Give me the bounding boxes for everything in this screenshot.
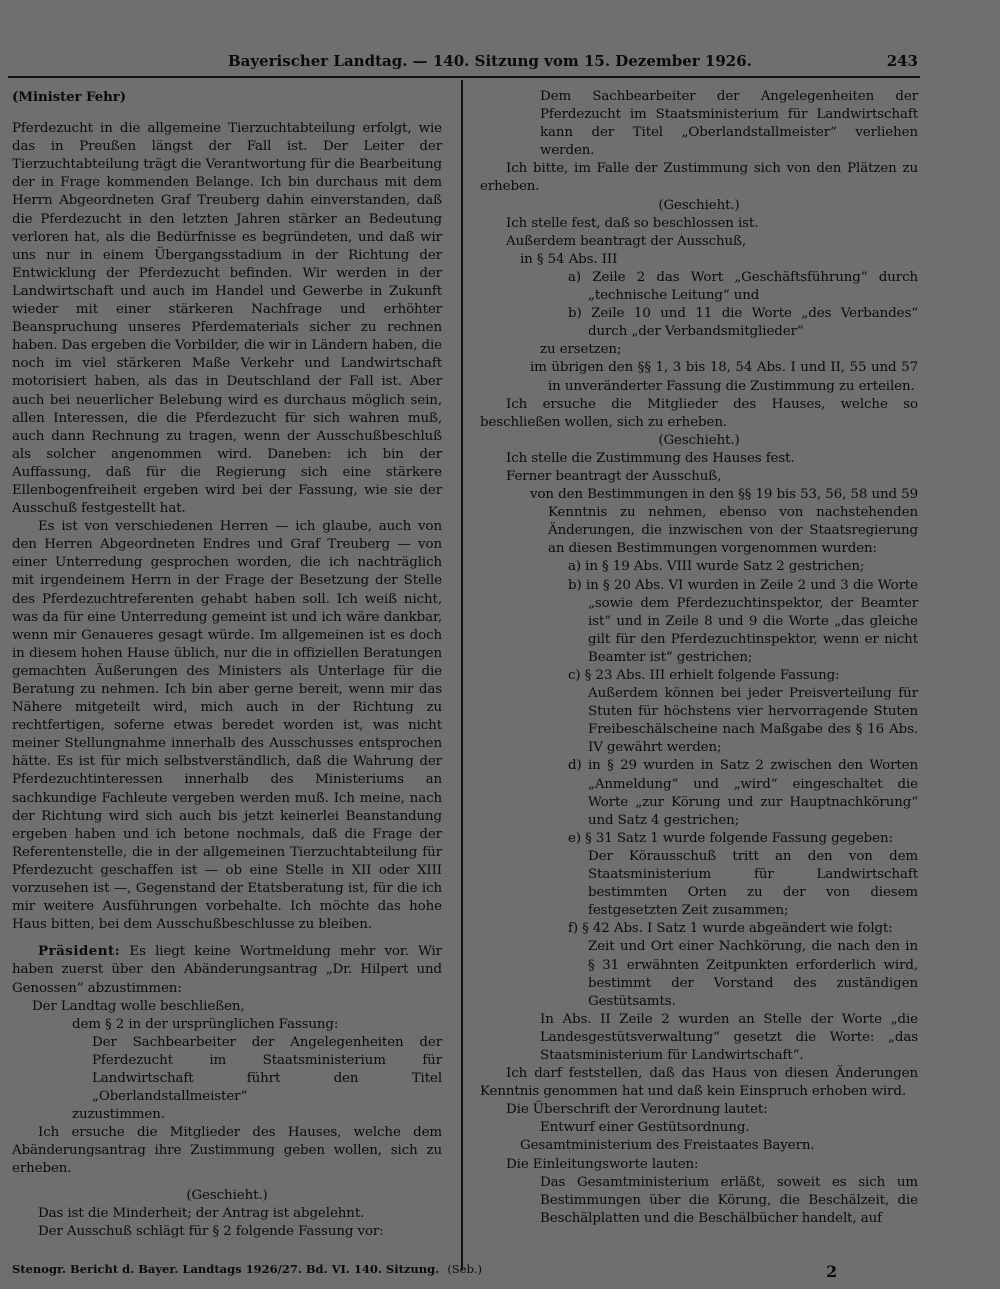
sheet-number: 2 — [826, 1262, 838, 1281]
paragraph: Ich stelle fest, daß so beschlossen ist. — [506, 215, 759, 231]
list-item-quote: Der Körausschuß tritt an den von dem Staatsministerium für Landwirtschaft bestimmten Orten zu der von diesem festgesetzten Zeit zusammen; — [588, 848, 918, 919]
paragraph-text: Es liegt keine Wortmeldung mehr vor. Wir haben zuerst über den Abänderungsantrag „Dr. Hilpert und Genossen“ abzustimmen: — [12, 944, 442, 996]
paragraph: Ich ersuche die Mitglieder des Hauses, welche dem Abänderungsantrag ihre Zustimmung geben wollen, sich zu erheben. — [12, 1125, 442, 1177]
page-header — [228, 52, 918, 74]
paragraph: Ich ersuche die Mitglieder des Hauses, welche so beschließen wollen, sich zu erheben. — [480, 396, 918, 430]
motion-quote: Das Gesamtministerium erläßt, soweit es sich um Bestimmungen über die Körung, die Beschälzeit, die Beschälplatten und die Beschälbücher handelt, auf — [540, 1174, 918, 1226]
motion-quote: Der Sachbearbeiter der Angelegenheiten der Pferdezucht im Staatsministerium für Landwirtschaft führt den Titel „Oberlandstallmeister“ — [92, 1034, 442, 1105]
ordinance-title: Entwurf einer Gestütsordnung. — [540, 1120, 750, 1136]
right-column — [480, 88, 918, 1228]
stage-direction: (Geschieht.) — [658, 432, 740, 448]
footer-signature: (Seb.) — [447, 1262, 482, 1276]
paragraph: Außerdem beantragt der Ausschuß, — [506, 233, 747, 249]
motion-quote: Dem Sachbearbeiter der Angelegenheiten der Pferdezucht im Staatsministerium für Landwirtschaft kann der Titel „Oberlandstallmeister“ verliehen werden. — [540, 89, 918, 159]
motion-line: Der Landtag wolle beschließen, — [32, 998, 245, 1014]
paragraph: Ich darf feststellen, daß das Haus von diesen Änderungen Kenntnis genommen hat und daß kein Einspruch erhoben wird. — [480, 1066, 918, 1100]
speaker-reference: (Minister Fehr) — [12, 89, 126, 105]
list-item-e: e) § 31 Satz 1 wurde folgende Fassung gegeben: — [568, 830, 893, 846]
motion-line: zu ersetzen; — [540, 342, 622, 358]
motion-line: in § 54 Abs. III — [520, 251, 618, 267]
ordinance-authority: Gesamtministerium des Freistaates Bayern. — [520, 1138, 815, 1154]
page-footer — [12, 1262, 482, 1276]
paragraph: In Abs. II Zeile 2 wurden an Stelle der Worte „die Landesgestütsverwaltung“ gesetzt die Worte: „das Staatsministerium für Landwirtschaft“. — [540, 1011, 918, 1063]
footer-citation: Stenogr. Bericht d. Bayer. Landtags 1926/27. Bd. VI. 140. Sitzung. — [12, 1262, 440, 1276]
stage-direction: (Geschieht.) — [658, 197, 740, 213]
paragraph: Pferdezucht in die allgemeine Tierzuchtabteilung erfolgt, wie das in Preußen längst der Fall ist. Der Leiter der Tierzuchtabteilung trägt die Verantwortung für die Bearbeitung der in Frage kommenden Belange. Ich bin durchaus mit dem Herrn Abgeordneten Graf Treuberg dahin einverstanden, daß die Pferdezucht in den letzten Jahren stärker an Bedeutung verloren hat, als die Bedürfnisse es begründeten, und daß wir uns nur in einem Übergangsstadium in der Richtung der Entwicklung der Pferdezucht befinden. Wir werden in der Landwirtschaft und auch im Handel und Gewerbe in Zukunft wieder mit einer stärkeren Nachfrage und erhöhter Beanspruchung unseres Pferdematerials sicher zu rechnen haben. Das ergeben die Vorbilder, die wir in Ländern haben, die noch im viel stärkeren Maße Verkehr und Landwirtschaft motorisiert haben, als das in Deutschland der Fall ist. Aber auch bei neuerlicher Belebung wird es durchaus möglich sein, allen Interessen, die die Pferdezucht für sich wahren muß, auch dann Rechnung zu tragen, wenn der Ausschußbeschluß als solcher angenommen wird. Daneben: ich bin der Auffassung, daß für die Regierung sich eine stärkere Ellenbogenfreiheit ergeben wird bei der Fassung, wie sie der Ausschuß festgestellt hat. — [12, 121, 442, 517]
list-item-a: a) in § 19 Abs. VIII wurde Satz 2 gestrichen; — [568, 559, 865, 575]
list-item-c: c) § 23 Abs. III erhielt folgende Fassung: — [568, 668, 840, 683]
spacer — [12, 934, 442, 942]
spacer — [12, 1179, 442, 1187]
motion-item: von den Bestimmungen in den §§ 19 bis 53, 56, 58 und 59 Kenntnis zu nehmen, ebenso von nachstehenden Änderungen, die inzwischen von der Staatsregierung an diesen Bestimmungen vorgenommen wurden: — [530, 487, 918, 557]
motion-line: zuzustimmen. — [72, 1107, 165, 1123]
paragraph: Das ist die Minderheit; der Antrag ist abgelehnt. — [38, 1205, 365, 1221]
motion-item: b) Zeile 10 und 11 die Worte „des Verbandes“ durch „der Verbandsmitglieder“ — [568, 306, 918, 340]
list-item-f: f) § 42 Abs. I Satz 1 wurde abgeändert wie folgt: — [568, 921, 893, 937]
paragraph: Die Einleitungsworte lauten: — [506, 1156, 699, 1172]
page-number: 243 — [886, 52, 918, 70]
paragraph: Ferner beantragt der Ausschuß, — [506, 468, 722, 484]
motion-item: im übrigen den §§ 1, 3 bis 18, 54 Abs. I und II, 55 und 57 in unveränderter Fassung die Zustimmung zu erteilen. — [530, 360, 918, 394]
paragraph: Es ist von verschiedenen Herren — ich glaube, auch von den Herren Abgeordneten Endres und Graf Treuberg — von einer Unterredung gesprochen worden, die ich nachträglich mit irgendeinem Herrn in der Frage der Besetzung der Stelle des Pferdezuchtreferenten gehabt haben soll. Ich weiß nicht, was da für eine Unterredung gemeint ist und ich wäre dankbar, wenn mir Genaueres gesagt würde. Im allgemeinen ist es doch in diesem hohen Hause üblich, nur die in offiziellen Beratungen gemachten Äußerungen des Ministers als Unterlage für die Beratung zu nehmen. Ich bin aber gerne bereit, wenn mir das Nähere mitgeteilt wird, mich auch in der Richtung zu rechtfertigen, soferne etwas beredet worden ist, was nicht meiner Stellungnahme innerhalb des Ausschusses entsprochen hätte. Es ist für mich selbstverständlich, daß die Wahrung der Pferdezuchtinteressen innerhalb des Ministeriums an sachkundige Fachleute vergeben werden muß. Ich meine, nach der Richtung wird sich auch bis jetzt keinerlei Beanstandung ergeben haben und ich betone nochmals, daß die Frage der Referentenstelle, die in der allgemeinen Tierzuchtabteilung für Pferdezucht geschaffen ist — ob eine Stelle in XII oder XIII vorzusehen ist —, Gegenstand der Etatsberatung ist, für die ich mir weitere Ausführungen vorbehalte. Ich möchte das hohe Haus bitten, bei dem Ausschußbeschlusse zu bleiben. — [12, 519, 442, 933]
list-item-quote: Zeit und Ort einer Nachkörung, die nach den in § 31 erwähnten Zeitpunkten erforderlich wird, bestimmt der Vorstand des zuständigen Gestütsamts. — [588, 939, 918, 1009]
motion-line: dem § 2 in der ursprünglichen Fassung: — [72, 1016, 339, 1032]
paragraph: Ich stelle die Zustimmung des Hauses fest. — [506, 450, 795, 466]
column-divider — [461, 80, 463, 1270]
speaker-label: Präsident: — [38, 943, 121, 960]
left-column — [12, 88, 442, 1241]
list-item-quote: Außerdem können bei jeder Preisverteilung für Stuten für höchstens vier hervorragende Stuten Freibeschälscheine nach Maßgabe des § 16 Abs. IV gewährt werden; — [588, 686, 918, 756]
paragraph: Der Ausschuß schlägt für § 2 folgende Fassung vor: — [38, 1223, 384, 1239]
header-rule — [8, 76, 920, 78]
paragraph: Die Überschrift der Verordnung lautet: — [506, 1102, 768, 1118]
stage-direction: (Geschieht.) — [186, 1187, 268, 1203]
header-title: Bayerischer Landtag. — 140. Sitzung vom 15. Dezember 1926. — [228, 52, 752, 70]
list-item-d: d) in § 29 wurden in Satz 2 zwischen den Worten „Anmeldung“ und „wird“ eingeschaltet die Worte „zur Körung und zur Hauptnachkörung“ und Satz 4 gestrichen; — [568, 758, 918, 828]
list-item-b: b) in § 20 Abs. VI wurden in Zeile 2 und 3 die Worte „sowie dem Pferdezuchtinspektor, der Beamter ist“ und in Zeile 8 und 9 die Worte „das gleiche gilt für den Pferdezuchtinspektor, wenn er nicht Beamter ist“ gestrichen; — [568, 577, 918, 665]
motion-item: a) Zeile 2 das Wort „Geschäftsführung“ durch „technische Leitung“ und — [568, 269, 918, 304]
paragraph: Ich bitte, im Falle der Zustimmung sich von den Plätzen zu erheben. — [480, 161, 918, 195]
president-paragraph — [12, 942, 442, 997]
